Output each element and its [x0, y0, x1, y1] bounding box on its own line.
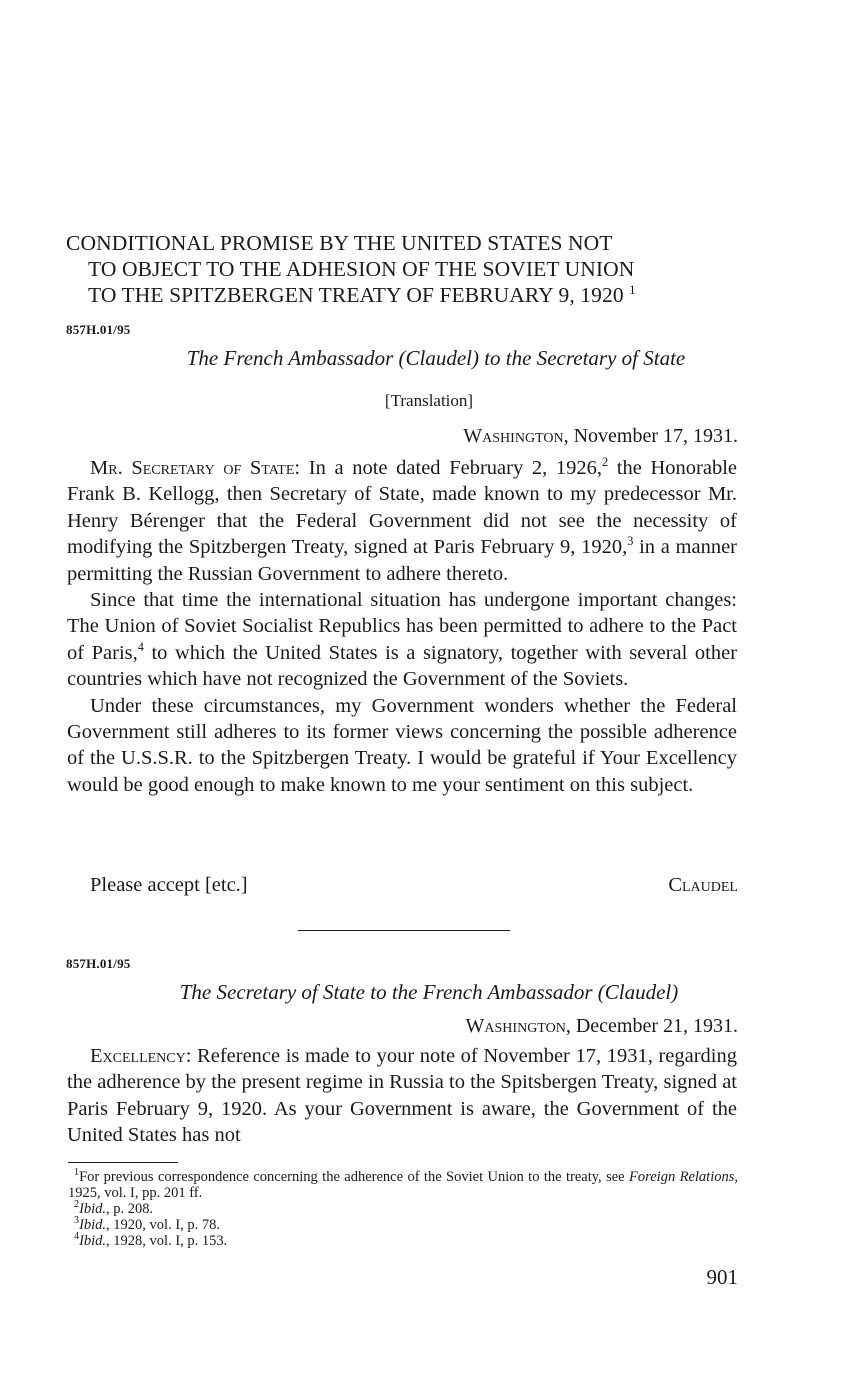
- footnote-4-mark: 4: [74, 1231, 80, 1243]
- footnote-ref-3: 3: [627, 534, 634, 549]
- footnote-1-italic: Foreign Relations,: [629, 1169, 739, 1185]
- footnote-4-italic: Ibid.,: [79, 1233, 110, 1249]
- section-divider: [298, 930, 510, 931]
- dateline-1: [463, 425, 738, 448]
- footnote-3: [68, 1217, 738, 1233]
- page-number: 901: [706, 1265, 738, 1289]
- footnotes: [68, 1169, 738, 1249]
- footnote-1-text-b: 1925, vol. I, pp. 201 ff.: [68, 1185, 203, 1201]
- footnote-3-text: 1920, vol. I, p. 78.: [113, 1217, 221, 1233]
- dateline-1-date: November 17, 1931.: [573, 425, 738, 447]
- paragraph-4: [67, 1043, 737, 1149]
- document-title-1: The French Ambassador (Claudel) to the Secretary of State: [186, 346, 686, 370]
- closing-line: [90, 874, 738, 897]
- heading-line-3: [66, 282, 746, 308]
- dateline-2-date: December 21, 1931.: [575, 1015, 738, 1037]
- paragraph-2-text-b: to which the United States is a signatory, together with several other countries which have not recognized the Government of the Soviets.: [67, 641, 738, 691]
- footnote-rule: [68, 1162, 178, 1163]
- salutation-1: Mr. Secretary of State:: [90, 457, 301, 479]
- footnote-2: [68, 1201, 738, 1217]
- footnote-2-italic: Ibid.,: [79, 1201, 110, 1217]
- dateline-1-place: Washington,: [463, 425, 569, 447]
- paragraph-2-text-a: Since that time the international situation has undergone important changes: The Union of Soviet Socialist Republics has been permitted to adhere to the Pact of Paris,: [67, 589, 737, 664]
- footnote-ref-1: 1: [629, 282, 636, 297]
- footnote-1-text-a: For previous correspondence concerning the adherence of the Soviet Union to the treaty, see: [79, 1169, 625, 1185]
- footnote-ref-4: 4: [137, 640, 144, 655]
- document-title-2: The Secretary of State to the French Ambassador (Claudel): [179, 980, 679, 1004]
- footnote-4: [68, 1233, 738, 1249]
- paragraph-4-text: Reference is made to your note of November 17, 1931, regarding the adherence by the present regime in Russia to the Spitsbergen Treaty, signed at Paris February 9, 1920. As your Government is aware, the Government of the United States has not: [67, 1045, 737, 1147]
- dateline-2-place: Washington,: [465, 1015, 571, 1037]
- file-number-1: 857H.01/95: [66, 322, 131, 337]
- paragraph-1-text-b: the Honorable Frank B. Kellogg, then Secretary of State, made known to my predecessor Mr. Henry Bérenger that the Federal Government did not see the necessity of modifying the Spitzbergen Treaty, signed at Paris February 9, 1920,: [67, 457, 738, 559]
- heading-line-3-text: TO THE SPITZBERGEN TREATY OF FEBRUARY 9, 1920: [88, 283, 624, 307]
- paragraph-1: [67, 455, 737, 587]
- heading-line-2: TO OBJECT TO THE ADHESION OF THE SOVIET UNION: [88, 257, 635, 281]
- file-number-2: 857H.01/95: [66, 956, 131, 971]
- heading-line-1: CONDITIONAL PROMISE BY THE UNITED STATES NOT: [66, 231, 613, 255]
- closing-text: Please accept [etc.]: [90, 874, 248, 896]
- footnote-2-mark: 2: [74, 1199, 80, 1211]
- letter-body-2: [67, 1043, 737, 1149]
- footnote-4-text: 1928, vol. I, p. 153.: [113, 1233, 228, 1249]
- footnote-2-text: p. 208.: [113, 1201, 154, 1217]
- section-heading: [66, 230, 746, 308]
- salutation-2: Excellency:: [90, 1045, 192, 1067]
- signature: Claudel: [668, 874, 738, 896]
- footnote-1-mark: 1: [74, 1167, 80, 1179]
- translation-note: [Translation]: [384, 391, 474, 410]
- footnote-3-mark: 3: [74, 1215, 80, 1227]
- paragraph-1-text-c: in a manner permitting the Russian Government to adhere thereto.: [67, 536, 738, 585]
- paragraph-1-text-a: In a note dated February 2, 1926,: [308, 457, 602, 479]
- letter-body-1: [67, 455, 737, 798]
- dateline-2: [466, 1015, 738, 1038]
- paragraph-2: [67, 587, 737, 693]
- footnote-1: [68, 1169, 738, 1201]
- footnote-ref-2: 2: [601, 455, 609, 470]
- footnote-3-italic: Ibid.,: [79, 1217, 110, 1233]
- paragraph-3: Under these circumstances, my Government wonders whether the Federal Government still adheres to its former views concerning the possible adherence of the U.S.S.R. to the Spitzbergen Treaty. I would be grateful if Your Excellency would be good enough to make known to me your sentiment on this subject.: [67, 694, 737, 796]
